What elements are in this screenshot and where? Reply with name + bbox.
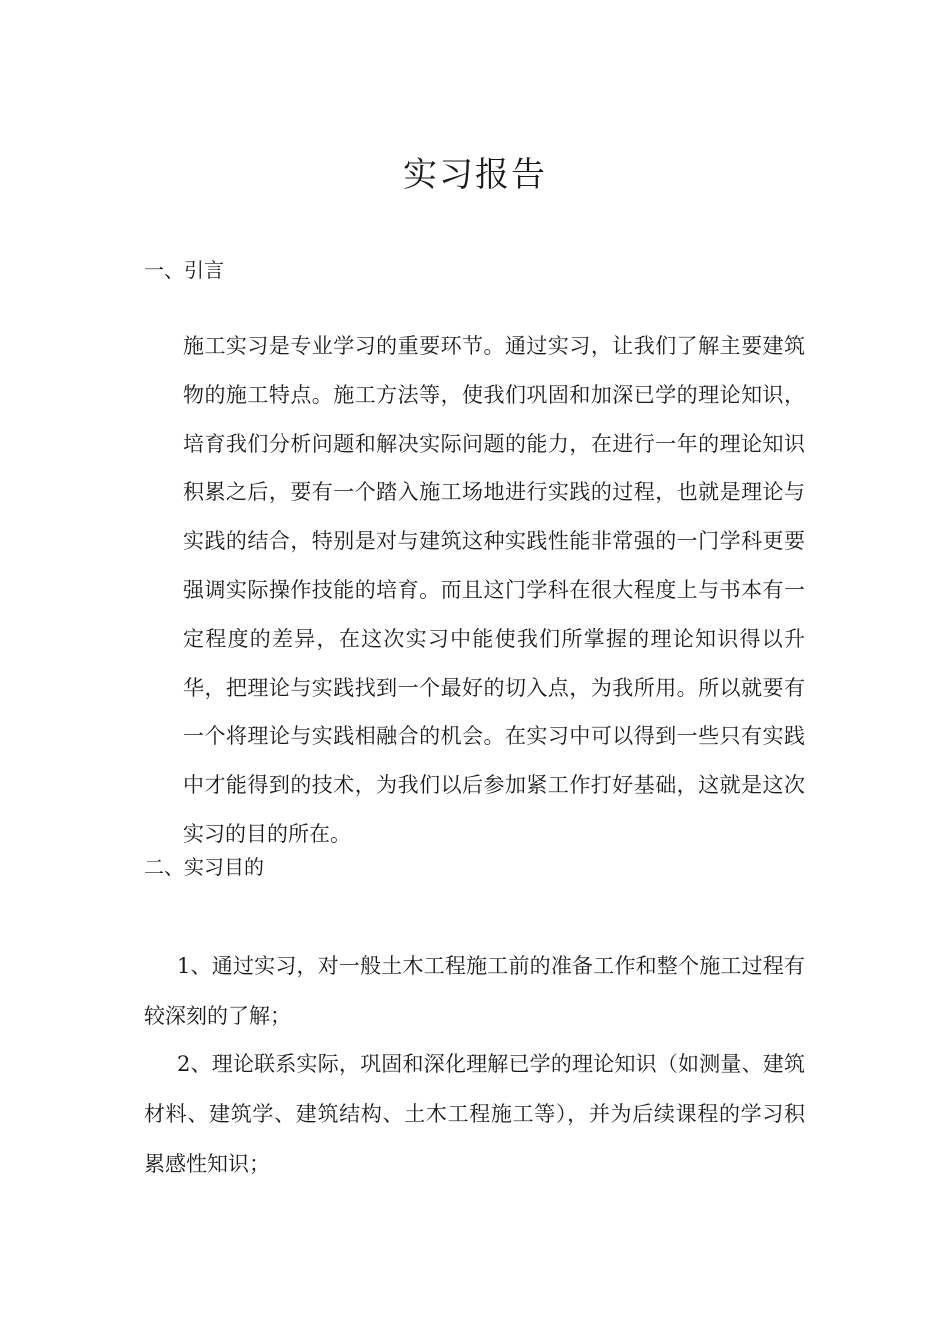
objective-item-text: 2、理论联系实际，巩固和深化理解已学的理论知识（如测量、建筑材料、建筑学、建筑结构、土木工程施工等），并为后续课程的学习积累感性知识； [144, 1052, 805, 1176]
objective-item-1 [144, 941, 805, 1041]
section-heading-objectives: 二、实习目的 [144, 855, 264, 879]
introduction-paragraph: 施工实习是专业学习的重要环节。通过实习，让我们了解主要建筑物的施工特点。施工方法等，使我们巩固和加深已学的理论知识，培育我们分析问题和解决实际问题的能力，在进行一年的理论知识积累之后，要有一个踏入施工场地进行实践的过程，也就是理论与实践的结合，特别是对与建筑这种实践性能非常强的一门学科更要强调实际操作技能的培育。而且这门学科在很大程度上与书本有一定程度的差异，在这次实习中能使我们所掌握的理论知识得以升华，把理论与实践找到一个最好的切入点，为我所用。所以就要有一个将理论与实践相融合的机会。在实习中可以得到一些只有实践中才能得到的技术，为我们以后参加紧工作打好基础，这就是这次实习的目的所在。 [183, 334, 805, 846]
objective-item-2 [144, 1039, 805, 1189]
objective-item-text: 1、通过实习，对一般土木工程施工前的准备工作和整个施工过程有较深刻的了解； [144, 954, 805, 1028]
section-heading-introduction: 一、引言 [144, 258, 224, 282]
page-title: 实习报告 [403, 155, 547, 195]
